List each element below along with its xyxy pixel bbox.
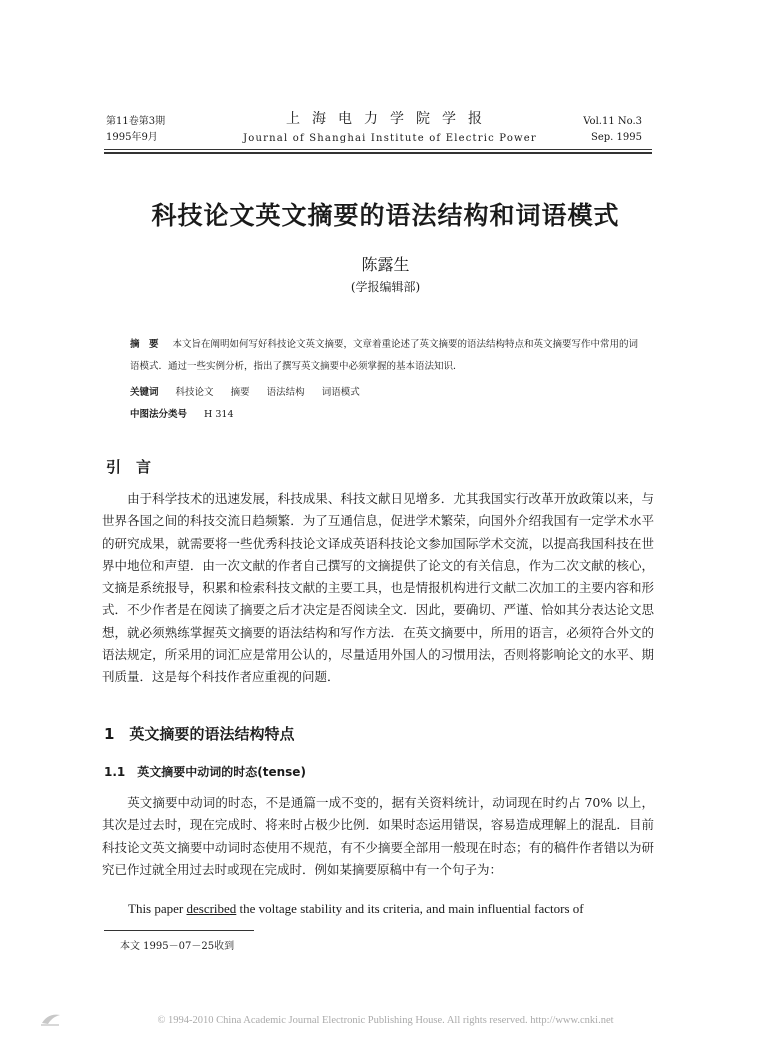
volume-issue-en: Vol.11 No.3: [583, 116, 642, 127]
intro-text: 由于科学技术的迅速发展，科技成果、科技文献日见增多．尤其我国实行改革开放政策以来，与世界各国之间的科技交流日趋频繁．为了互通信息，促进学术繁荣，向国外介绍我国有一定学术水平的研究成果，就需要将一些优秀科技论文译成英语科技论文参加国际学术交流，以提高我国科技在世界中地位和声望．由一次文献的作者自己撰写的文摘提供了论文的有关信息，作为二次文献的核心，文摘是系统报导，积累和检索科技文献的主要工具，也是情报机构进行文献二次加工的主要内容和形式．不少作者是在阅读了摘要之后才决定是否阅读全文．因此，要确切、严谨、恰如其分表达论文思想，就必须熟练掌握英文摘要的语法结构和写作方法．在英文摘要中，所用的语言，必须符合外文的语法规定，所采用的词汇应是常用公认的，尽量适用外国人的习惯用法，否则将影响论文的水平、期刊质量．这是每个科技作者应重视的问题．: [102, 491, 654, 685]
footnote: 本文 1995－07－25收到: [120, 941, 235, 952]
intro-paragraph: [102, 488, 654, 689]
section-1-1-heading: 1.1 英文摘要中动词的时态(tense): [104, 765, 306, 779]
section-1-1-text: 英文摘要中动词的时态，不是通篇一成不变的，据有关资料统计，动词现在时约占 70% 以上，其次是过去时，现在完成时、将来时占极少比例．如果时态运用错误，容易造成理解上的混乱．目前科技论文英文摘要中动词时态使用不规范，有不少摘要全部用一般现在时态；有的稿件作者错以为研究已作过就全用过去时或现在完成时．例如某摘要原稿中有一个句子为：: [102, 795, 654, 877]
copyright-notice: © 1994-2010 China Academic Journal Electronic Publishing House. All rights reserved. http://www.cnki.net: [157, 1015, 614, 1026]
example-text-before: This paper: [128, 901, 187, 916]
issue-date: 1995年9月: [106, 132, 158, 143]
keyword-item: 科技论文: [175, 387, 214, 398]
classification-number: [130, 406, 233, 420]
abstract-text: 本文旨在阐明如何写好科技论文英文摘要，文章着重论述了英文摘要的语法结构特点和英文摘要写作中常用的词语模式．通过一些实例分析，指出了撰写英文摘要中必须掌握的基本语法知识．: [130, 339, 639, 372]
abstract: [130, 334, 642, 378]
issue-info: [106, 114, 165, 146]
issue-info-en: [560, 114, 642, 146]
keyword-item: 词语模式: [321, 387, 360, 398]
classification-value: H 314: [204, 409, 234, 420]
journal-name-en: Journal of Shanghai Institute of Electric Power: [243, 133, 537, 144]
example-underlined-word: described: [186, 901, 237, 916]
keyword-item: 摘要: [230, 387, 250, 398]
footnote-rule: [104, 930, 254, 931]
article-affiliation: (学报编辑部): [350, 280, 421, 294]
intro-heading: 引 言: [106, 458, 152, 476]
journal-name-cn: 上海电力学院学报: [286, 111, 494, 127]
volume-issue: 第11卷第3期: [106, 116, 166, 127]
section-1-heading: 1 英文摘要的语法结构特点: [104, 725, 295, 743]
classification-label: 中图法分类号: [130, 409, 188, 420]
example-sentence: [128, 898, 654, 920]
example-text-after: the voltage stability and its criteria, and main influential factors of: [236, 901, 584, 916]
article-author: 陈露生: [361, 255, 410, 274]
keywords: [130, 384, 360, 398]
header-rule-thin: [104, 149, 652, 150]
abstract-label: 摘 要: [130, 339, 159, 350]
keyword-item: 语法结构: [266, 387, 305, 398]
section-1-1-paragraph: [102, 792, 654, 881]
header-rule-thick: [104, 152, 652, 154]
journal-name: [200, 108, 580, 144]
keywords-label: 关键词: [130, 387, 159, 398]
issue-date-en: Sep. 1995: [591, 132, 642, 143]
article-title: 科技论文英文摘要的语法结构和词语模式: [151, 201, 620, 230]
